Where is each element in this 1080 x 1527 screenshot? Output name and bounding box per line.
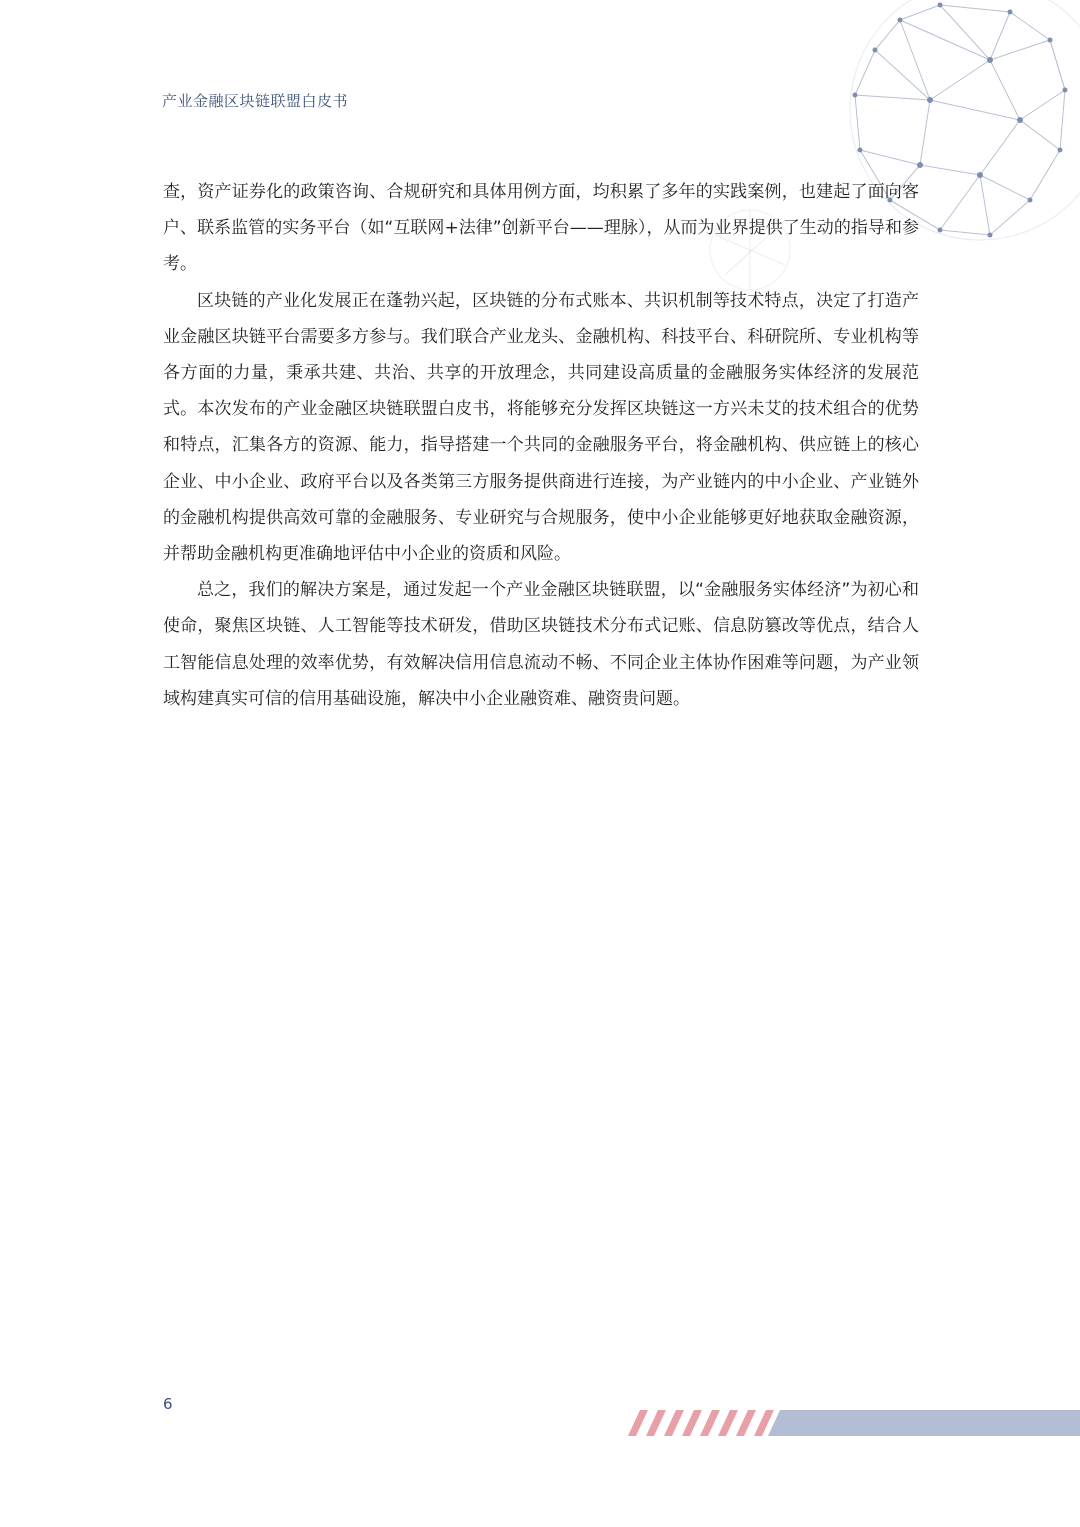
- paragraph: 区块链的产业化发展正在蓬勃兴起，区块链的分布式账本、共识机制等技术特点，决定了打造产业金融区块链平台需要多方参与。我们联合产业龙头、金融机构、科技平台、科研院所、专业机构等各方面的力量，秉承共建、共治、共享的开放理念，共同建设高质量的金融服务实体经济的发展范式。本次发布的产业金融区块链联盟白皮书，将能够充分发挥区块链这一方兴未艾的技术组合的优势和特点，汇集各方的资源、能力，指导搭建一个共同的金融服务平台，将金融机构、供应链上的核心企业、中小企业、政府平台以及各类第三方服务提供商进行连接，为产业链内的中小企业、产业链外的金融机构提供高效可靠的金融服务、专业研究与合规服务，使中小企业能够更好地获取金融资源，并帮助金融机构更准确地评估中小企业的资质和风险。: [163, 290, 919, 565]
- paragraph-continued: 查，资产证券化的政策咨询、合规研究和具体用例方面，均积累了多年的实践案例，也建起了面向客户、联系监管的实务平台（如“互联网+法律”创新平台——理脉），从而为业界提供了生动的指导和参考。: [163, 182, 919, 275]
- footer-stripe-decoration: [618, 1410, 1080, 1436]
- page-header-title: 产业金融区块链联盟白皮书: [162, 92, 349, 110]
- paragraph: 总之，我们的解决方案是，通过发起一个产业金融区块链联盟，以“金融服务实体经济”为初心和使命，聚焦区块链、人工智能等技术研发，借助区块链技术分布式记账、信息防篡改等优点，结合人工智能信息处理的效率优势，有效解决信用信息流动不畅、不同企业主体协作困难等问题，为产业领域构建真实可信的信用基础设施，解决中小企业融资难、融资贵问题。: [163, 580, 919, 709]
- page-number: 6: [163, 1395, 173, 1413]
- body-text: [163, 174, 919, 717]
